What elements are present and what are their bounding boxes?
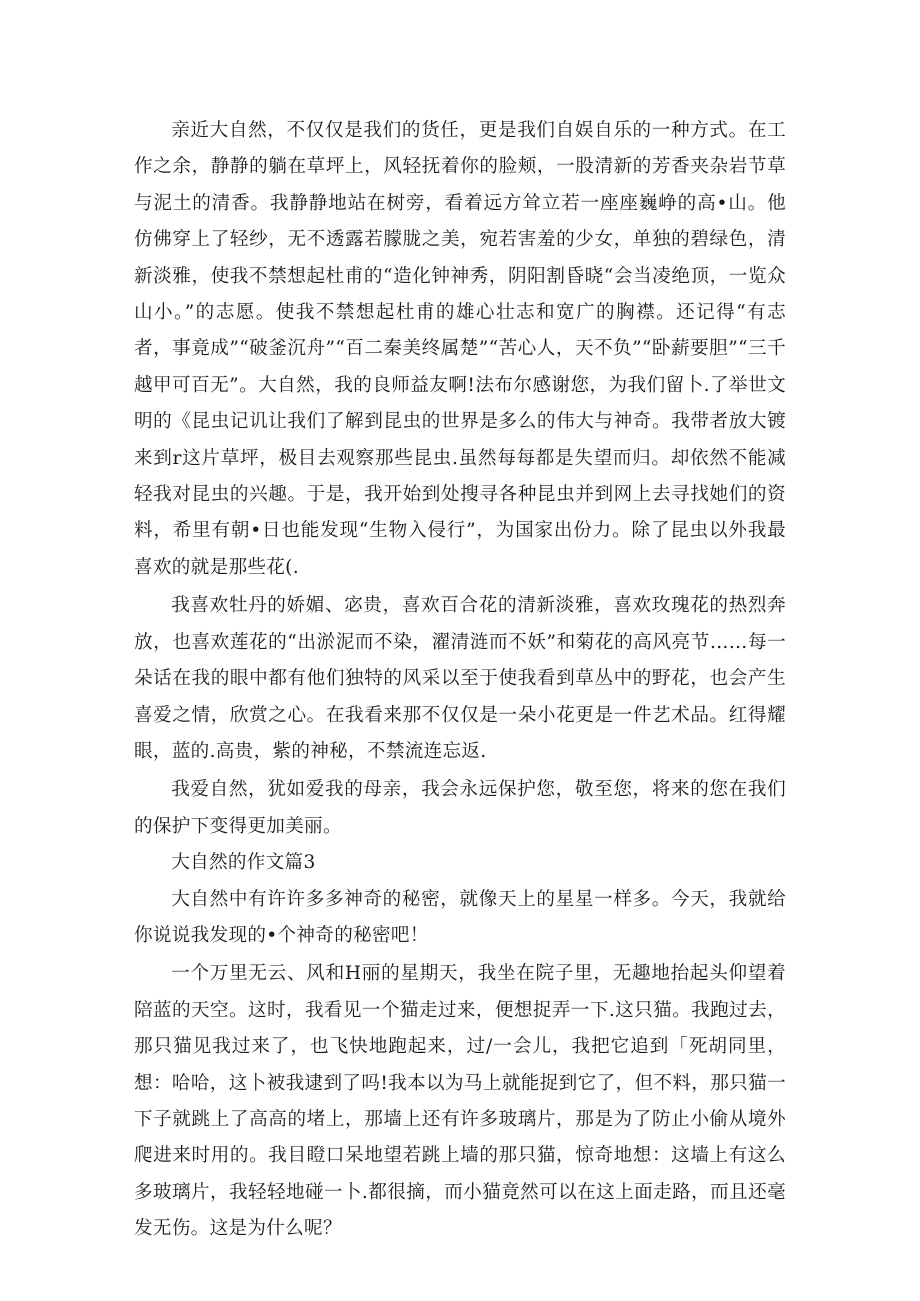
article-body bbox=[134, 113, 786, 1248]
paragraph-secret-intro: 大自然中有许许多多神奇的秘密，就像天上的星星一样多。今天，我就给你说说我发现的•个神奇的秘密吧！ bbox=[134, 888, 786, 946]
paragraph-cat-story: 一个万里无云、风和H丽的星期天，我坐在院子里，无趣地抬起头仰望着陪蓝的天空。这时，我看见一个猫走过来，便想捉弄一下.这只猫。我跑过去，那只猫见我过来了，也飞快地跑起来，过/一会儿，我把它追到「死胡同里，想：哈哈，这卜被我逮到了吗!我本以为马上就能捉到它了，但不料，那只猫一下子就跳上了高高的堵上，那墙上还有许多玻璃片，那是为了防止小偷从境外爬进来时用的。我目瞪口呆地望若跳上墙的那只猫，惊奇地想：这墙上有这么多玻璃片，我轻轻地碰一卜.都很摘，而小猫竟然可以在这上面走路，而且还毫发无伤。这是为什么呢？ bbox=[134, 963, 786, 1240]
section-heading: 大自然的作文篇3 bbox=[171, 852, 316, 874]
paragraph-love-nature: 我爱自然，犹如爱我的母亲，我会永远保护您，敬至您，将来的您在我们的保护下变得更加美丽。 bbox=[134, 779, 786, 837]
paragraph-flowers: 我喜欢牡丹的娇媚、宓贵，喜欢百合花的清新淡雅，喜欢玫瑰花的热烈奔放，也喜欢莲花的“出淤泥而不染，濯清涟而不妖”和菊花的高风亮节……每一朵话在我的眼中都有他们独特的风采以至于使我看到草丛中的野花，也会产生喜爱之情，欣赏之心。在我看来那不仅仅是一朵小花更是一件艺术品。红得耀眼，蓝的.高贵，紫的神秘，不禁流连忘返. bbox=[134, 595, 786, 762]
paragraph-nature-insects: 亲近大自然，不仅仅是我们的货任，更是我们自娱自乐的一种方式。在工作之余，静静的躺在草坪上，风轻抚着你的脸颊，一股清新的芳香夹杂岩节草与泥土的清香。我静静地站在树旁，看着远方耸立若一座座巍峥的高•山。他仿佛穿上了轻纱，无不透露若朦胧之美，宛若害羞的少女，单独的碧绿色，清新淡雅，使我不禁想起杜甫的“造化钟神秀，阴阳割昏晓“会当凌绝顶，一览众山小。”的志愿。使我不禁想起杜甫的雄心壮志和宽广的胸襟。还记得“有志者，事竟成”“破釜沉舟”“百二秦美终属楚”“苦心人，天不负”“卧薪要胆”“三千越甲可百无”。大自然，我的良师益友啊!法布尔感谢您，为我们留卜.了举世文明的《昆虫记讥让我们了解到昆虫的世界是多么的伟大与神奇。我带者放大镀来到r这片草坪，极目去观察那些昆虫.虽然每每都是失望而归。却依然不能减轻我对昆虫的兴趣。于是，我开始到处搜寻各种昆虫并到网上去寻找她们的资料，希里有朝•日也能发现“生物入侵行”，为国家出份力。除了昆虫以外我最喜欢的就是那些花(. bbox=[134, 120, 786, 578]
